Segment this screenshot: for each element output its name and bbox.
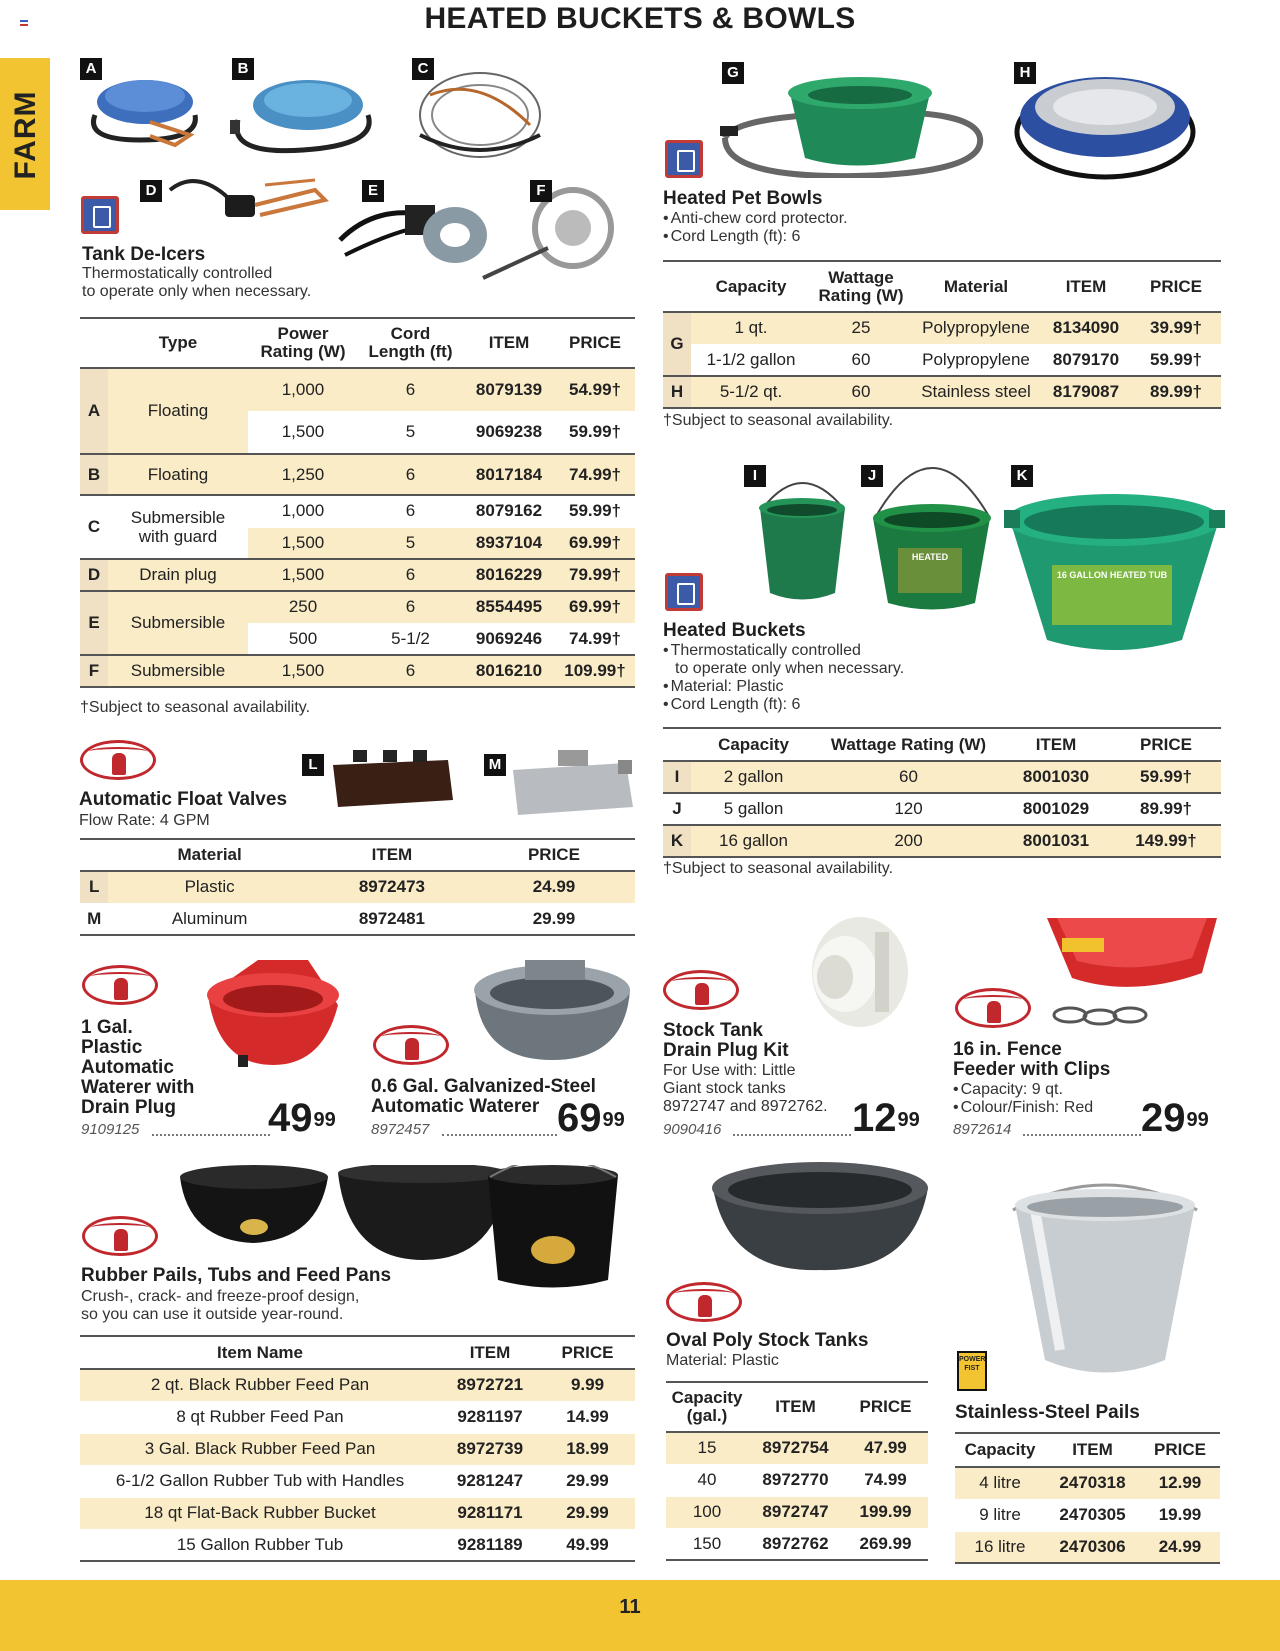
table-row: 3 Gal. Black Rubber Feed Pan 8972739 18.99 — [80, 1433, 635, 1465]
col-price: PRICE — [1111, 728, 1221, 761]
heated-tub-k-image — [1002, 480, 1227, 665]
brand-logo-icon — [80, 740, 156, 780]
drain-plug-kit-image — [790, 912, 930, 1032]
col-price: PRICE — [843, 1382, 928, 1432]
brand-logo-icon — [82, 1216, 158, 1256]
fence-feeder-desc: • Capacity: 9 qt. • Colour/Finish: Red — [953, 1081, 1093, 1117]
pet-bowls-note: †Subject to seasonal availability. — [663, 412, 894, 429]
image-label-h: H — [1014, 62, 1036, 84]
col-price: PRICE — [555, 318, 635, 368]
fence-feeder-name: 16 in. Fence Feeder with Clips — [953, 1039, 1111, 1080]
float-valves-title: Automatic Float Valves — [79, 789, 288, 810]
table-row: 9 litre 2470305 19.99 — [955, 1499, 1220, 1531]
image-label-g: G — [722, 62, 744, 84]
heated-buckets-note: †Subject to seasonal availability. — [663, 860, 894, 877]
table-row: 1,500 5 9069238 59.99† — [80, 411, 635, 454]
brand-logo-icon — [82, 965, 158, 1005]
drain-kit-sku: 9090416 — [663, 1121, 722, 1138]
table-row: 1-1/2 gallon 60 Polypropylene 8079170 59.99† — [663, 344, 1221, 376]
pet-bowls-title: Heated Pet Bowls — [663, 188, 823, 209]
col-wattage: Wattage Rating (W) — [811, 261, 911, 312]
table-row: E Submersible 250 6 8554495 69.99† — [80, 591, 635, 623]
float-valve-m-image — [508, 745, 638, 820]
plastic-waterer-price: $49^{99}$ — [268, 1096, 336, 1140]
dot-leader — [1023, 1134, 1141, 1136]
col-cord: Cord Length (ft) — [358, 318, 463, 368]
pet-bowls-table — [663, 260, 1221, 409]
power-fist-badge: POWER FIST — [957, 1351, 987, 1391]
table-row: 18 qt Flat-Back Rubber Bucket 9281171 29.99 — [80, 1497, 635, 1529]
table-row: 100 8972747 199.99 — [666, 1496, 928, 1528]
brand-logo-icon — [81, 196, 119, 234]
section-tab-label: FARM — [9, 90, 42, 180]
table-row: 500 5-1/2 9069246 74.99† — [80, 623, 635, 655]
rubber-pails-table — [80, 1335, 635, 1562]
image-label-m: M — [484, 754, 506, 776]
brand-logo-icon — [665, 140, 703, 178]
steel-pails-title: Stainless-Steel Pails — [955, 1402, 1140, 1423]
table-row: L Plastic 8972473 24.99 — [80, 871, 635, 903]
col-item: ITEM — [440, 1336, 540, 1369]
steel-waterer-name: 0.6 Gal. Galvanized-Steel Automatic Waterer — [371, 1076, 596, 1117]
table-row: A Floating 1,000 6 8079139 54.99† — [80, 368, 635, 411]
table-row: 16 litre 2470306 24.99 — [955, 1531, 1220, 1563]
steel-waterer-image — [470, 955, 635, 1065]
heated-buckets-desc — [663, 642, 904, 714]
col-material: Material — [911, 261, 1041, 312]
table-row: D Drain plug 1,500 6 8016229 79.99† — [80, 559, 635, 591]
brand-logo-icon — [373, 1025, 449, 1065]
image-label-l: L — [302, 754, 324, 776]
col-capacity: Capacity — [691, 261, 811, 312]
pet-bowls-desc — [663, 210, 848, 246]
heated-buckets-bullet: • Cord Length (ft): 6 — [663, 696, 904, 714]
table-row: I 2 gallon 60 8001030 59.99† — [663, 761, 1221, 793]
col-capacity: Capacity — [955, 1433, 1045, 1467]
col-type: Type — [108, 318, 248, 368]
col-capacity: Capacity — [691, 728, 816, 761]
image-label-j: J — [861, 465, 883, 487]
de-icer-f-image — [478, 178, 628, 283]
drain-kit-price: $12^{99}$ — [852, 1096, 920, 1140]
float-valve-l-image — [328, 745, 458, 815]
tank-deicers-desc-line1: Thermostatically controlled — [82, 265, 273, 282]
brand-logo-icon — [666, 1282, 742, 1322]
heated-tub-label-text: 16 GALLON HEATED TUB — [1056, 570, 1168, 580]
float-valves-desc: Flow Rate: 4 GPM — [79, 812, 210, 829]
brand-logo-icon — [955, 988, 1031, 1028]
steel-pails-table — [955, 1432, 1220, 1564]
col-item: ITEM — [463, 318, 555, 368]
plastic-waterer-sku: 9109125 — [81, 1121, 140, 1138]
image-label-f: F — [530, 180, 552, 202]
col-item: ITEM — [1045, 1433, 1140, 1467]
table-row: F Submersible 1,500 6 8016210 109.99† — [80, 655, 635, 687]
rubber-pails-desc: Crush-, crack- and freeze-proof design, so you can use it outside year-round. — [81, 1288, 360, 1323]
steel-waterer-sku: 8972457 — [371, 1121, 430, 1138]
image-label-d: D — [140, 180, 162, 202]
tank-deicers-desc-line2: to operate only when necessary. — [82, 283, 312, 300]
table-row: 8 qt Rubber Feed Pan 9281197 14.99 — [80, 1401, 635, 1433]
table-row: 6-1/2 Gallon Rubber Tub with Handles 9281247 29.99 — [80, 1465, 635, 1497]
table-row: 15 Gallon Rubber Tub 9281189 49.99 — [80, 1529, 635, 1561]
col-power: Power Rating (W) — [248, 318, 358, 368]
heated-buckets-title: Heated Buckets — [663, 620, 806, 641]
tank-deicers-title: Tank De-Icers — [82, 244, 206, 265]
fence-clips-image — [1050, 995, 1150, 1035]
stainless-pail-image — [1005, 1180, 1205, 1385]
heated-buckets-table — [663, 727, 1221, 858]
plastic-waterer-image — [198, 955, 348, 1070]
pet-bowl-h-image — [1010, 62, 1200, 182]
table-row: B Floating 1,250 6 8017184 74.99† — [80, 454, 635, 495]
page-number: 11 — [619, 1596, 641, 1618]
table-row: J 5 gallon 120 8001029 89.99† — [663, 793, 1221, 825]
oval-tanks-table — [666, 1381, 928, 1561]
table-row: 15 8972754 47.99 — [666, 1432, 928, 1464]
col-price: PRICE — [1131, 261, 1221, 312]
image-label-e: E — [362, 180, 384, 202]
drain-kit-desc: For Use with: Little Giant stock tanks 8972747 and 8972762. — [663, 1062, 828, 1115]
tank-deicers-table — [80, 317, 635, 688]
col-item-name: Item Name — [80, 1336, 440, 1369]
col-item: ITEM — [1041, 261, 1131, 312]
tank-deicers-desc — [82, 265, 311, 301]
table-row: C Submersible with guard 1,000 6 8079162 59.99† — [80, 495, 635, 527]
fence-feeder-price: $29^{99}$ — [1141, 1096, 1209, 1140]
pet-bowl-g-image — [715, 68, 990, 178]
oval-tanks-desc: Material: Plastic — [666, 1352, 779, 1369]
image-label-k: K — [1011, 465, 1033, 487]
oval-tanks-title: Oval Poly Stock Tanks — [666, 1330, 869, 1351]
heated-bucket-i-image — [755, 468, 850, 608]
float-valves-table — [80, 838, 635, 936]
image-label-a: A — [80, 58, 102, 80]
heated-bucket-j-image — [870, 458, 995, 613]
col-item: ITEM — [311, 839, 473, 871]
section-tab[interactable] — [0, 58, 50, 210]
col-material: Material — [108, 839, 311, 871]
col-item: ITEM — [1001, 728, 1111, 761]
plastic-waterer-name: 1 Gal. Plastic Automatic Waterer with Drain Plug — [81, 1017, 195, 1118]
col-price: PRICE — [1140, 1433, 1220, 1467]
col-wattage: Wattage Rating (W) — [816, 728, 1001, 761]
brand-logo-icon — [663, 970, 739, 1010]
heated-buckets-bullet: • Material: Plastic — [663, 678, 904, 696]
rubber-pails-title: Rubber Pails, Tubs and Feed Pans — [81, 1265, 392, 1286]
table-row: 4 litre 2470318 12.99 — [955, 1467, 1220, 1499]
pet-bowls-bullet: • Cord Length (ft): 6 — [663, 228, 848, 246]
image-label-c: C — [412, 58, 434, 80]
table-row: 1,500 5 8937104 69.99† — [80, 527, 635, 559]
col-capacity: Capacity (gal.) — [666, 1382, 748, 1432]
dot-leader — [442, 1134, 557, 1136]
de-icer-d-image — [165, 170, 330, 235]
heated-buckets-bullet: • Thermostatically controlled — [663, 642, 904, 660]
image-label-b: B — [232, 58, 254, 80]
de-icer-e-image — [335, 185, 495, 280]
table-row: 150 8972762 269.99 — [666, 1528, 928, 1560]
table-row: 2 qt. Black Rubber Feed Pan 8972721 9.99 — [80, 1369, 635, 1401]
col-price: PRICE — [540, 1336, 635, 1369]
table-row: H 5-1/2 qt. 60 Stainless steel 8179087 89.99† — [663, 376, 1221, 408]
pet-bowls-bullet: • Anti-chew cord protector. — [663, 210, 848, 228]
brand-logo-icon — [665, 573, 703, 611]
table-row: K 16 gallon 200 8001031 149.99† — [663, 825, 1221, 857]
heated-bucket-label-text: HEATED — [911, 552, 949, 562]
dot-leader — [733, 1134, 851, 1136]
image-label-i: I — [744, 465, 766, 487]
heated-buckets-bullet-cont: to operate only when necessary. — [675, 660, 905, 677]
fence-feeder-image — [1042, 903, 1222, 998]
drain-kit-name: Stock Tank Drain Plug Kit — [663, 1020, 789, 1061]
col-item: ITEM — [748, 1382, 843, 1432]
steel-waterer-price: $69^{99}$ — [557, 1096, 625, 1140]
table-row: 40 8972770 74.99 — [666, 1464, 928, 1496]
tank-deicers-note: †Subject to seasonal availability. — [80, 699, 311, 716]
dot-leader — [152, 1134, 270, 1136]
oval-stock-tank-image — [708, 1158, 933, 1278]
table-row: M Aluminum 8972481 29.99 — [80, 903, 635, 935]
table-row: G 1 qt. 25 Polypropylene 8134090 39.99† — [663, 312, 1221, 344]
fence-feeder-sku: 8972614 — [953, 1121, 1012, 1138]
col-price: PRICE — [473, 839, 635, 871]
page-title: HEATED BUCKETS & BOWLS — [424, 2, 856, 35]
